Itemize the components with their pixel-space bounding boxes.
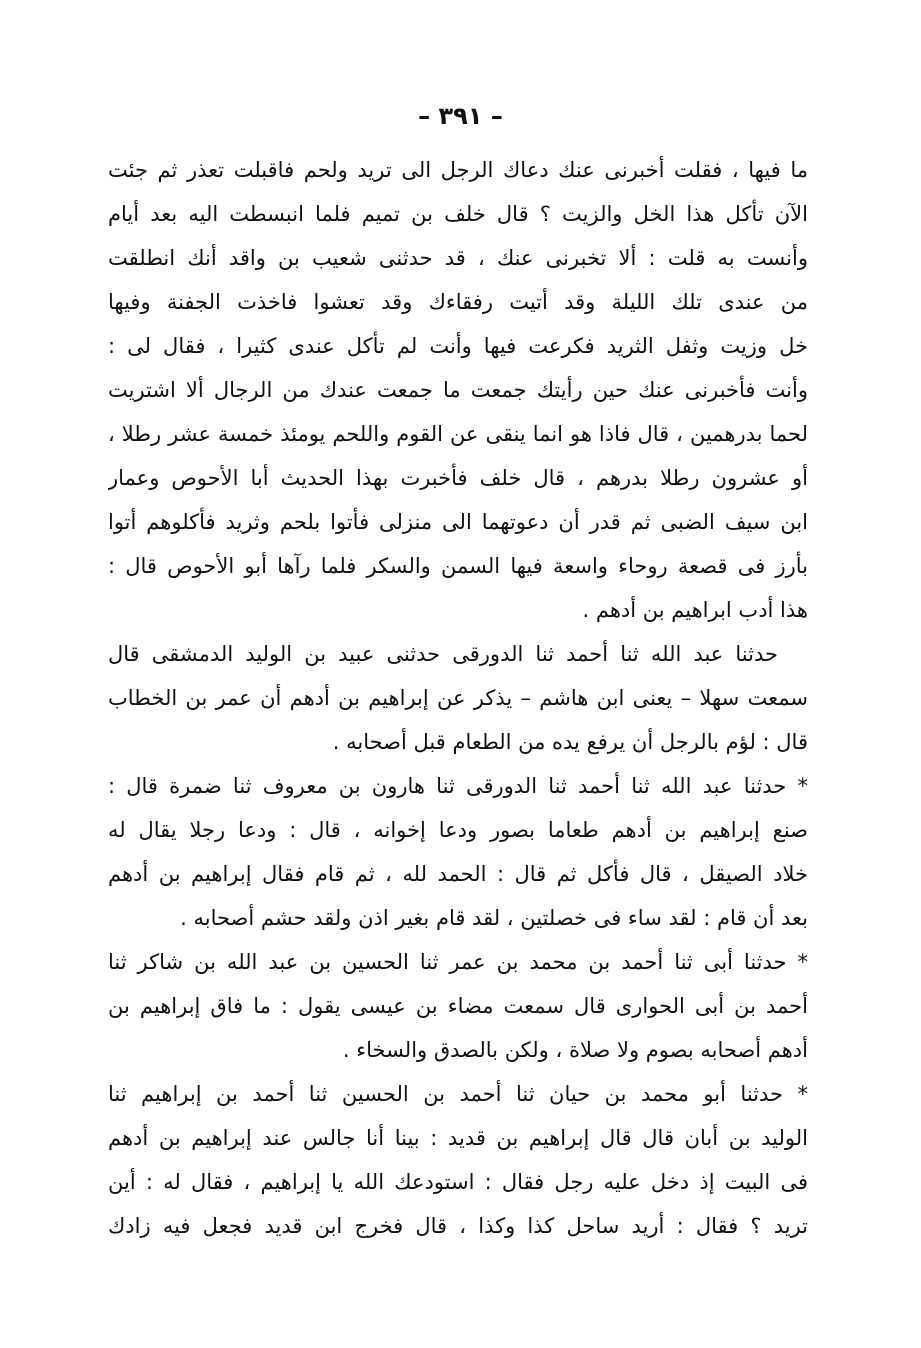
- text-line: ما فيها ، فقلت أخبرنى عنك دعاك الرجل الى تريد ولحم فاقبلت تعذر ثم جئت: [108, 158, 808, 182]
- text-line: قال : لؤم بالرجل أن يرفع يده من الطعام قبل أصحابه .: [332, 730, 808, 754]
- text-line: * حدثنا عبد الله ثنا أحمد ثنا الدورقى ثنا هارون بن معروف ثنا ضمرة قال :: [108, 774, 808, 798]
- text-line: * حدثنا أبى ثنا أحمد بن محمد بن عمر ثنا الحسين بن عبد الله بن شاكر ثنا: [108, 950, 808, 974]
- text-line: * حدثنا أبو محمد بن حيان ثنا أحمد بن الحسين ثنا أحمد بن إبراهيم ثنا: [108, 1082, 808, 1106]
- text-line: الوليد بن أبان قال قال إبراهيم بن قديد : بينا أنا جالس عند إبراهيم بن أدهم: [108, 1126, 808, 1150]
- text-line: بعد أن قام : لقد ساء فى خصلتين ، لقد قام بغير اذن ولقد حشم أصحابه .: [180, 906, 808, 930]
- text-line: من عندى تلك الليلة وقد أتيت رفقاءك وقد تعشوا فاخذت الجفنة وفيها: [108, 290, 808, 314]
- text-line: صنع إبراهيم بن أدهم طعاما بصور ودعا إخوانه ، قال : ودعا رجلا يقال له: [108, 818, 808, 842]
- text-line: سمعت سهلا – يعنى ابن هاشم – يذكر عن إبراهيم بن أدهم أن عمر بن الخطاب: [108, 686, 808, 710]
- text-line: ابن سيف الضبى ثم قدر أن دعوتهما الى منزلى فأتوا بلحم وثريد فأكلوهم أتوا: [108, 510, 808, 534]
- text-line: هذا أدب ابراهيم بن أدهم .: [582, 598, 808, 622]
- text-line: الآن تأكل هذا الخل والزيت ؟ قال خلف بن تميم فلما انبسطت اليه بعد أيام: [108, 202, 808, 226]
- text-line: بأرز فى قصعة روحاء واسعة فيها السمن والسكر فلما رآها أبو الأحوص قال :: [108, 554, 808, 578]
- text-line: خلاد الصيقل ، قال فأكل ثم قال : الحمد لله ، ثم قام فقال إبراهيم بن أدهم: [108, 862, 808, 886]
- text-line: خل وزيت وثفل الثريد فكرعت فيها وأنت لم تأكل عندى كثيرا ، فقال لى :: [108, 334, 808, 358]
- text-line: وأنست به قلت : ألا تخبرنى عنك ، قد حدثنى شعيب بن واقد أنك انطلقت: [108, 246, 808, 270]
- page-number: – ٣٩١ –: [418, 102, 503, 130]
- text-line: حدثنا عبد الله ثنا أحمد ثنا الدورقى حدثنى عبيد بن الوليد الدمشقى قال: [108, 642, 778, 666]
- text-line: فى البيت إذ دخل عليه رجل فقال : استودعك الله يا إبراهيم ، فقال له : أين: [108, 1170, 808, 1194]
- text-line: وأنت فأخبرنى عنك حين رأيتك جمعت ما جمعت عندك من الرجال ألا اشتريت: [108, 378, 808, 402]
- text-line: أو عشرون رطلا بدرهم ، قال خلف فأخبرت بهذا الحديث أبا الأحوص وعمار: [108, 466, 808, 490]
- body-text: [108, 148, 808, 1248]
- text-line: لحما بدرهمين ، قال فاذا هو انما ينقى عن القوم واللحم يومئذ خمسة عشر رطلا ،: [108, 422, 808, 446]
- text-line: أحمد بن أبى الحوارى قال سمعت مضاء بن عيسى يقول : ما فاق إبراهيم بن: [108, 994, 808, 1018]
- text-line: تريد ؟ فقال : أريد ساحل كذا وكذا ، قال فخرج ابن قديد فجعل فيه زادك: [108, 1214, 808, 1238]
- text-line: أدهم أصحابه بصوم ولا صلاة ، ولكن بالصدق والسخاء .: [342, 1038, 808, 1062]
